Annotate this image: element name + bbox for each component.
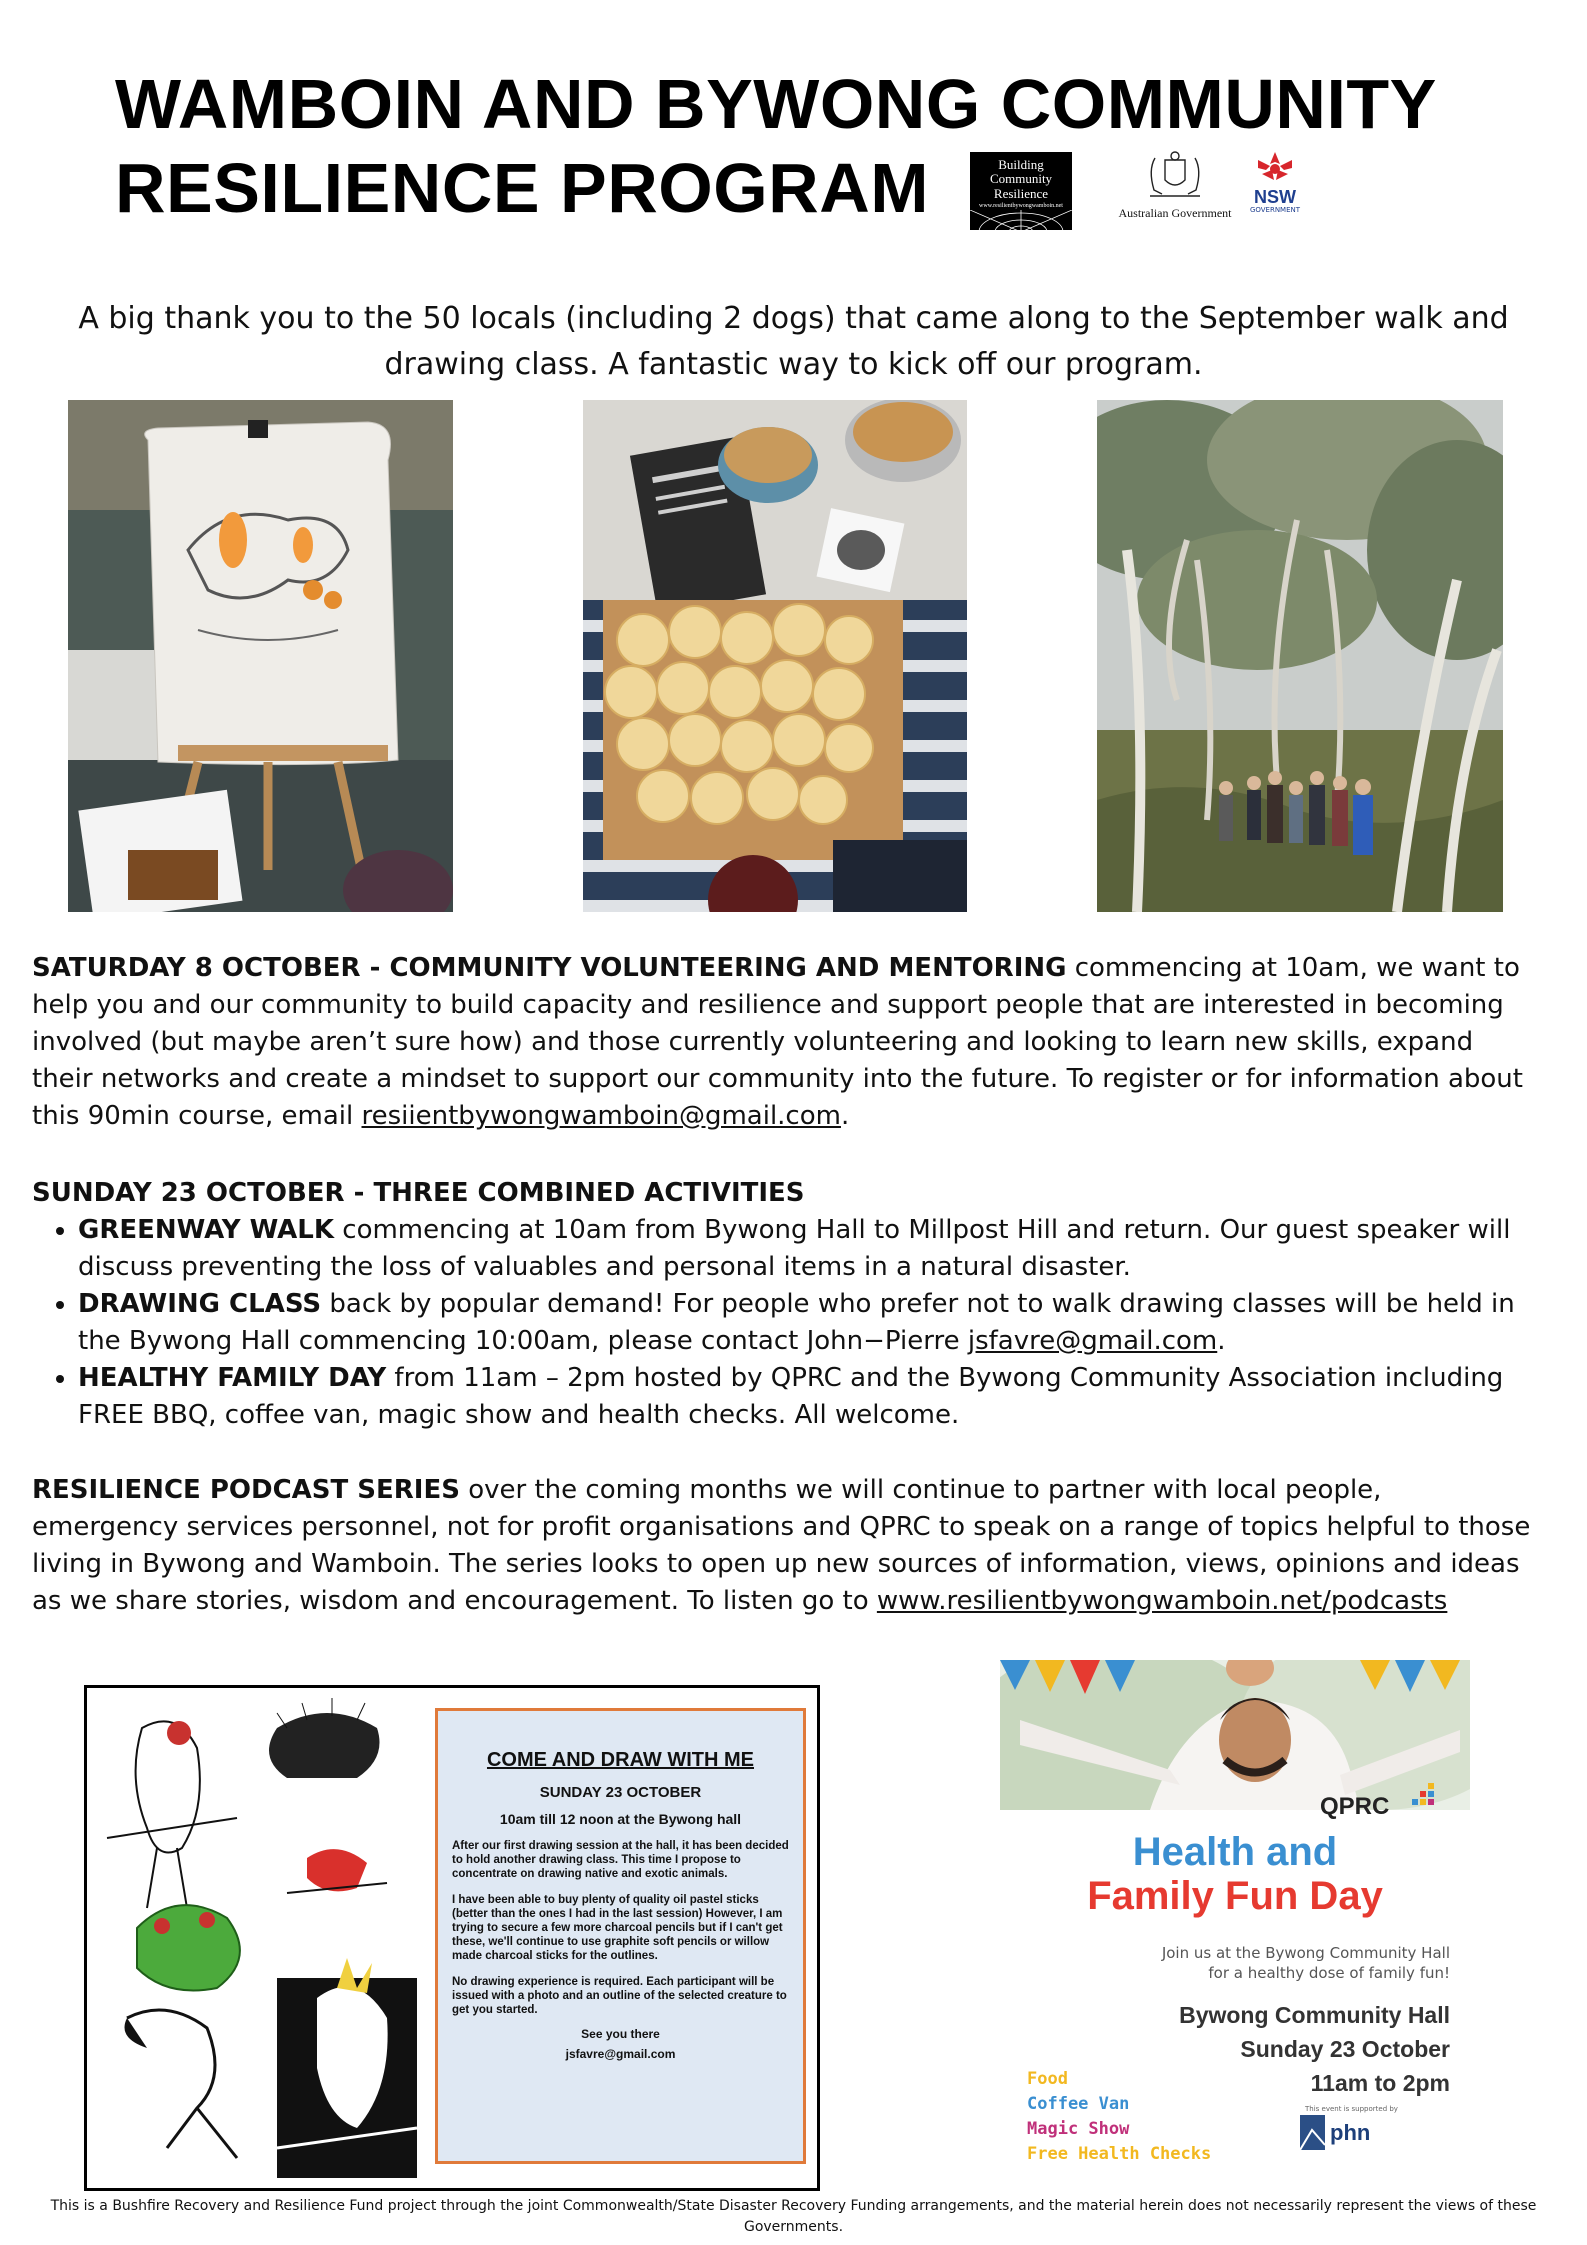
spiderweb-icon <box>970 210 1072 230</box>
bcr-logo-line-2: Resilience <box>993 186 1049 201</box>
drawing-flyer-text-box <box>435 1708 806 2164</box>
health-flyer-supported-by: This event is supported by <box>1305 2105 1398 2113</box>
qprc-logo-text: QPRC <box>1320 1793 1390 1820</box>
drawing-flyer-title: COME AND DRAW WITH ME <box>486 1749 754 1771</box>
drawing-flyer-date: SUNDAY 23 OCTOBER <box>539 1784 702 1801</box>
activity-item-drawing-class <box>78 1286 1532 1360</box>
activity-coffee-van: Coffee Van <box>1027 2094 1130 2114</box>
activity-item-healthy-family-day <box>78 1360 1532 1434</box>
activity-text: back by popular demand! For people who prefer not to walk drawing classes will be held in the Bywong Hall commencing 10:00am, please contact John−Pierre <box>78 1289 1515 1356</box>
podcast-section <box>32 1472 1532 1620</box>
nsw-sub-label: GOVERNMENT <box>1249 206 1301 214</box>
saturday-email-link[interactable]: resiientbywongwamboin@gmail.com <box>361 1101 841 1131</box>
health-flyer-invite <box>1090 1943 1450 1983</box>
nsw-label: NSW <box>1254 187 1296 207</box>
saturday-end: . <box>840 1101 850 1131</box>
health-family-day-flyer <box>1000 1660 1470 2195</box>
drawing-class-flyer <box>84 1685 820 2191</box>
drawing-class-email-link[interactable]: jsfavre@gmail.com <box>967 1326 1218 1356</box>
activity-label: DRAWING CLASS <box>78 1289 322 1319</box>
activity-end: . <box>1217 1326 1226 1356</box>
health-flyer-venue-block <box>1179 1998 1450 2100</box>
title-line-2: RESILIENCE PROGRAM <box>115 149 930 227</box>
activity-label: HEALTHY FAMILY DAY <box>78 1363 387 1393</box>
funding-disclaimer: This is a Bushfire Recovery and Resilience Fund project through the joint Commonwealth/State Disaster Recovery Funding arrangements, and the material herein does not necessarily represent the views of these Governments. <box>50 2198 1537 2235</box>
title-line-1: WAMBOIN AND BYWONG COMMUNITY <box>115 65 1437 143</box>
activity-health-checks: Free Health Checks <box>1027 2144 1212 2164</box>
health-flyer-title-line-2: Family Fun Day <box>1087 1874 1383 1918</box>
phn-logo-text: phn <box>1330 2120 1371 2145</box>
coat-of-arms-icon <box>1140 150 1210 202</box>
activity-food: Food <box>1027 2069 1068 2089</box>
drawing-flyer-paragraph: After our first drawing session at the hall, it has been decided to hold another drawing class. This time I propose to concentrate on drawing native and exotic animals. <box>452 1840 789 1880</box>
sunday-section <box>32 1175 1532 1434</box>
health-flyer-venue: Bywong Community Hall <box>1179 2002 1450 2028</box>
building-community-resilience-logo <box>970 152 1072 230</box>
australian-government-logo <box>1110 150 1240 230</box>
invite-line-2: for a healthy dose of family fun! <box>1208 1964 1450 1982</box>
podcast-heading: RESILIENCE PODCAST SERIES <box>32 1475 460 1505</box>
animal-drawings <box>87 1688 427 2188</box>
activity-text: from 11am – 2pm hosted by QPRC and the Bywong Community Association including FREE BBQ, coffee van, magic show and health checks. All welcome. <box>78 1363 1504 1430</box>
bcr-logo-line-3: www.resilientbywongwamboin.net <box>979 203 1063 209</box>
activity-text: commencing at 10am from Bywong Hall to Millpost Hill and return. Our guest speaker will discuss preventing the loss of valuables and personal items in a natural disaster. <box>78 1215 1511 1282</box>
podcast-text: over the coming months we will continue to partner with local people, emergency services personnel, not for profit organisations and QPRC to speak on a range of topics helpful to those living in Bywong and Wamboin. The series looks to open up new sources of information, views, opinions and ideas as we share stories, wisdom and encouragement. To listen go to <box>32 1475 1531 1616</box>
podcast-link[interactable]: www.resilientbywongwamboin.net/podcasts <box>876 1586 1448 1616</box>
drawing-flyer-paragraph: No drawing experience is required. Each participant will be issued with a photo and an outline of the selected creature to get you started. <box>452 1976 787 2016</box>
drawing-flyer-email: jsfavre@gmail.com <box>565 2047 676 2061</box>
sunday-heading: SUNDAY 23 OCTOBER - THREE COMBINED ACTIVITIES <box>32 1178 805 1208</box>
drawing-flyer-time: 10am till 12 noon at the Bywong hall <box>499 1811 742 1827</box>
health-flyer-activities <box>1027 2067 1211 2167</box>
saturday-text: commencing at 10am, we want to help you and our community to build capacity and resilience and support people that are interested in becoming involved (but maybe aren’t sure how) and those currently volunteering and looking to learn new skills, expand their networks and create a mindset to support our community into the future. To register or for information about this 90min course, email <box>32 953 1523 1131</box>
scones-table-photo <box>583 400 967 912</box>
waratah-icon <box>1250 150 1300 184</box>
saturday-section <box>32 950 1532 1135</box>
drawing-flyer-paragraph: I have been able to buy plenty of quality oil pastel sticks (better than the ones I had in the last session) However, I am trying to secure a few more charcoal pencils but if I can't get these, we'll continue to use graphite soft pencils or willow made charcoal sticks for the outlines. <box>452 1894 783 1962</box>
bush-walk-photo <box>1097 400 1503 912</box>
health-flyer-title-line-1: Health and <box>1132 1830 1338 1874</box>
drawing-easel-photo <box>68 400 453 912</box>
activity-item-greenway-walk <box>78 1212 1532 1286</box>
invite-line-1: Join us at the Bywong Community Hall <box>1161 1944 1450 1962</box>
health-flyer-date: Sunday 23 October <box>1240 2036 1450 2062</box>
health-flyer-time: 11am to 2pm <box>1310 2070 1450 2096</box>
nsw-government-logo <box>1245 150 1305 230</box>
activity-magic-show: Magic Show <box>1027 2119 1130 2139</box>
sunday-activity-list <box>32 1212 1532 1434</box>
saturday-heading: SATURDAY 8 OCTOBER - COMMUNITY VOLUNTEERING AND MENTORING <box>32 953 1067 983</box>
australian-government-label: Australian Government <box>1118 206 1232 220</box>
intro-text: A big thank you to the 50 locals (including 2 dogs) that came along to the September walk and drawing class. A fantastic way to kick off our program. <box>78 301 1509 382</box>
drawing-flyer-see-you: See you there <box>581 2027 660 2041</box>
activity-label: GREENWAY WALK <box>78 1215 335 1245</box>
bcr-logo-line-1: Building Community <box>989 157 1053 186</box>
